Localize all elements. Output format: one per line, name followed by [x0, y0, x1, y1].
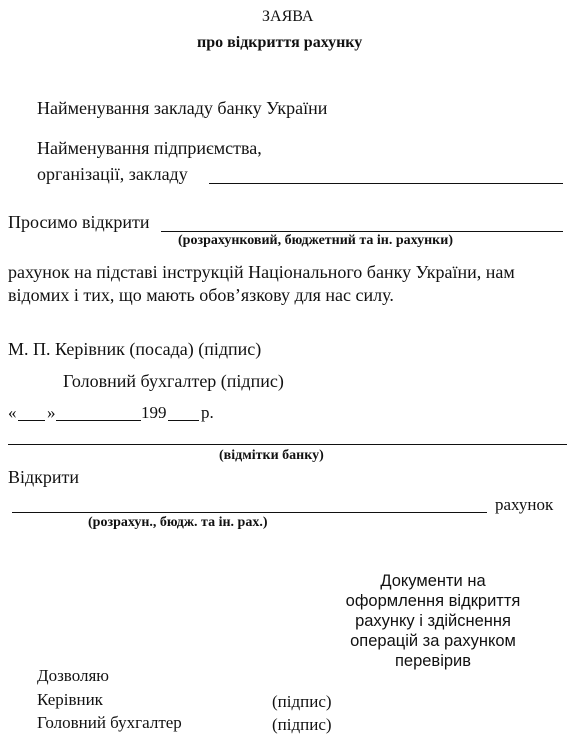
enterprise-name-field[interactable] — [209, 183, 563, 184]
bank-marks-hint: (відмітки банку) — [219, 448, 324, 463]
approval-chief-accountant: Головний бухгалтер — [37, 713, 182, 732]
opened-account-field[interactable] — [12, 512, 487, 513]
account-type-field[interactable] — [161, 231, 563, 232]
documents-checked-note — [318, 571, 548, 671]
approval-chief-accountant-signature: (підпис) — [272, 715, 332, 734]
request-open-label: Просимо відкрити — [8, 212, 150, 232]
date-open-quote: « — [8, 403, 17, 422]
documents-note-line-1: Документи на — [380, 572, 486, 590]
date-suffix: р. — [201, 403, 214, 422]
account-types-hint: (розрахунковий, бюджетний та ін. рахунки) — [178, 233, 453, 248]
approval-allow: Дозволяю — [37, 666, 110, 685]
seal-manager-signature: М. П. Керівник (посада) (підпис) — [8, 339, 262, 359]
documents-note-line-3: рахунку і здійснення — [355, 612, 511, 630]
enterprise-name-label-cont: організації, закладу — [37, 164, 188, 184]
account-short-hint: (розрахун., бюдж. та ін. рах.) — [88, 515, 268, 530]
date-close-quote: » — [47, 403, 56, 422]
date-year-field[interactable] — [168, 420, 199, 421]
documents-note-line-4: операцій за рахунком — [350, 632, 516, 650]
approval-manager-signature: (підпис) — [272, 692, 332, 711]
approval-manager: Керівник — [37, 690, 103, 709]
opened-label: Відкрити — [8, 467, 80, 487]
date-month-field[interactable] — [56, 420, 141, 421]
enterprise-name-label: Найменування підприємства, — [37, 138, 262, 158]
chief-accountant-signature: Головний бухгалтер (підпис) — [63, 371, 284, 391]
document-title: ЗАЯВА — [262, 8, 314, 25]
bank-name-label: Найменування закладу банку України — [37, 98, 328, 118]
body-text-line-1: рахунок на підставі інструкцій Національного банку України, нам — [8, 262, 515, 282]
documents-note-line-2: оформлення відкриття — [345, 592, 521, 610]
date-year-prefix: 199 — [141, 403, 167, 422]
bank-marks-field[interactable] — [8, 444, 567, 445]
account-word: рахунок — [495, 495, 554, 514]
document-subtitle: про відкриття рахунку — [197, 34, 363, 51]
body-text-line-2: відомих і тих, що мають обов’язкову для нас силу. — [8, 285, 394, 305]
documents-note-line-5: перевірив — [394, 652, 472, 670]
date-day-field[interactable] — [18, 420, 45, 421]
